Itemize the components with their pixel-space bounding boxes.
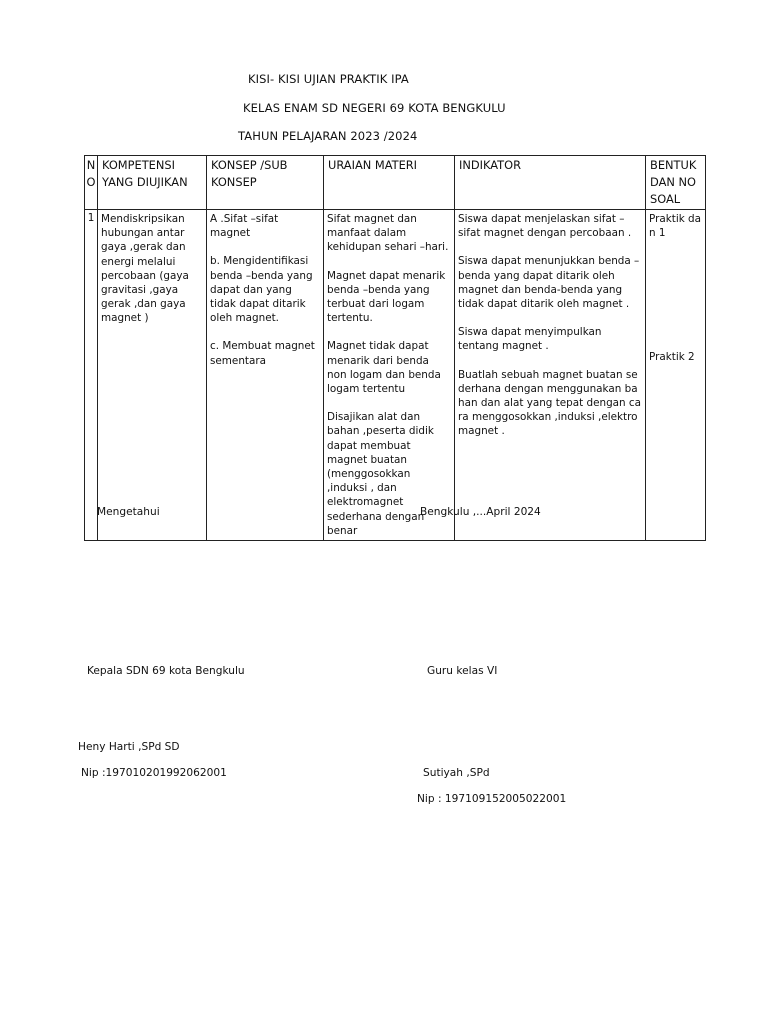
bentuk-item: Praktik dan 1 [649,213,701,240]
konsep-item: c. Membuat magnet sementara [210,340,315,367]
table-header-row [85,156,706,210]
bentuk-item: Praktik 2 [649,351,695,364]
place-date: Bengkulu ,...April 2024 [420,506,541,518]
cell-bentuk [646,210,706,541]
document-title: KISI- KISI UJIAN PRAKTIK IPA [248,72,409,86]
uraian-item: Magnet tidak dapat menarik dari benda non logam dan benda logam tertentu [327,340,441,396]
indikator-item: Buatlah sebuah magnet buatan sederhana dengan menggunakan bahan dan alat yang tepat dengan cara menggosokkan ,induksi ,elektromagnet . [458,368,642,438]
guru-title: Guru kelas VI [427,665,498,677]
cell-indikator [455,210,646,541]
kepala-title: Kepala SDN 69 kota Bengkulu [87,665,245,677]
column-header-indikator: INDIKATOR [455,156,646,210]
guru-nip: Nip : 197109152005022001 [417,793,567,805]
indikator-item: Siswa dapat menyimpulkan tentang magnet . [458,326,602,353]
column-header-konsep: KONSEP /SUB KONSEP [207,156,324,210]
document-subtitle-year: TAHUN PELAJARAN 2023 /2024 [238,129,418,143]
uraian-item: Sifat magnet dan manfaat dalam kehidupan sehari –hari. [327,213,449,254]
kepala-name: Heny Harti ,SPd SD [78,741,180,753]
column-header-bentuk: BENTUK DAN NO SOAL [646,156,706,210]
indikator-item: Siswa dapat menjelaskan sifat –sifat magnet dengan percobaan . [458,213,632,240]
cell-konsep [207,210,324,541]
kepala-nip: Nip :197010201992062001 [81,767,227,779]
indikator-item: Siswa dapat menunjukkan benda –benda yang dapat ditarik oleh magnet dan benda-benda yang tidak dapat ditarik oleh magnet . [458,255,640,311]
cell-kompetensi: Mendiskripsikan hubungan antar gaya ,gerak dan energi melalui percobaan (gaya gravitasi ,gaya gerak ,dan gaya magnet ) [98,210,207,541]
table-row [85,210,706,541]
document-subtitle-class: KELAS ENAM SD NEGERI 69 KOTA BENGKULU [243,101,506,115]
mengetahui-label: Mengetahui [97,506,160,518]
cell-no: 1 [85,210,98,541]
kisi-table [84,155,706,541]
guru-name: Sutiyah ,SPd [423,767,490,779]
uraian-item: Disajikan alat dan bahan ,peserta didik dapat membuat magnet buatan (menggosokkan ,induksi , dan elektromagnet sederhana dengan benar [327,411,434,537]
column-header-no: NO [85,156,98,210]
uraian-item: Magnet dapat menarik benda –benda yang terbuat dari logam tertentu. [327,269,446,325]
column-header-kompetensi: KOMPETENSI YANG DIUJIKAN [98,156,207,210]
cell-uraian [324,210,455,541]
konsep-item: A .Sifat –sifat magnet [210,213,279,240]
konsep-item: b. Mengidentifikasi benda –benda yang dapat dan yang tidak dapat ditarik oleh magnet. [210,255,313,325]
column-header-uraian: URAIAN MATERI [324,156,455,210]
